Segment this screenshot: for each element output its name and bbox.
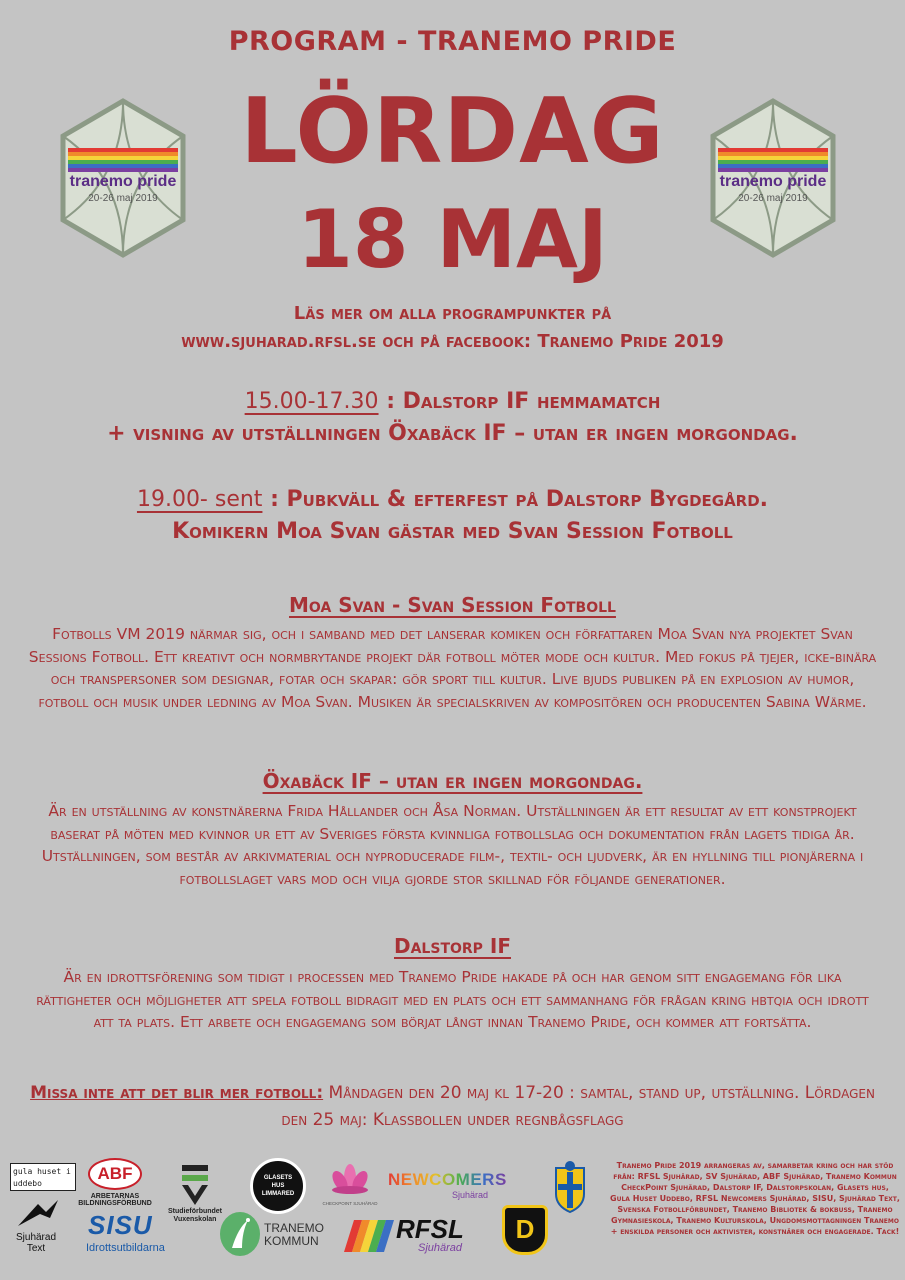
- section-text: Är en utställning av konstnärerna Frida Hållander och Åsa Norman. Utställningen är ett resultat av ett konstprojekt baserat på möten med kvinnor ur ett av Sveriges första kvinnliga fotbollslag och dokumentation från lagets tidiga år. Utställningen, som består av arkivmaterial och nyproducerade film-, textil- och ljudverk, är en hyllning till pionjärerna i fotbollslaget vars mod och vilja gjorde stor skillnad för följande generationer.: [41, 802, 864, 888]
- event-item: [0, 484, 905, 548]
- sisu-logo: SISU: [88, 1210, 153, 1240]
- glasets-hus-logo: [250, 1158, 306, 1214]
- tranemo-pride-logo-right: [708, 98, 838, 258]
- studieforbundet-logo-text: Studieförbundet Vuxenskolan: [167, 1208, 223, 1223]
- read-more-line1: Läs mer om alla programpunkter på: [293, 303, 612, 324]
- day-title: LÖRDAG: [240, 79, 665, 184]
- rfsl-logo-subtitle: Sjuhärad: [418, 1242, 463, 1254]
- credits-text: Tranemo Pride 2019 arrangeras av, samarbetar kring och har stöd från: RFSL Sjuhärad, SV Sjuhärad, ABF Sjuhärad, Tranemo Kommun CheckPoint Sjuhärad, Dalstorp IF, Dalstorpskolan, Glasets hus, Gula Huset Uddebo, RFSL Newcomers Sjuhärad, SISU, Sjuhärad Text, Svenska Fotbollförbundet, Tranemo Bibliotek & bokbuss, Tranemo Gymnasieskola, Tranemo Kulturskola, Ungdomsmottagningen Tranemo + enskilda personer och aktivister, konstnärer och engagerade. Tack!: [610, 1161, 900, 1236]
- section-title: Moa Svan - Svan Session Fotboll: [289, 593, 616, 617]
- section-title: Dalstorp IF: [394, 934, 511, 958]
- event-time: 15.00-17.30: [244, 389, 379, 414]
- sisu-logo-subtitle: Idrottsutbildarna: [86, 1242, 165, 1254]
- badge-name: tranemo pride: [719, 173, 827, 190]
- sjuharad-text-logo: Sjuhärad Text: [15, 1232, 57, 1254]
- abf-logo-text: ABF: [97, 1164, 133, 1183]
- dalstorp-if-crest-letter: D: [515, 1214, 535, 1244]
- tranemo-kommun-logo: [264, 1222, 324, 1248]
- abf-logo-subtitle: ARBETARNAS BILDNINGSFÖRBUND: [78, 1193, 152, 1207]
- date-title: 18 MAJ: [297, 193, 608, 286]
- newcomers-logo-subtitle: Sjuhärad: [452, 1190, 489, 1200]
- section-text: Fotbolls VM 2019 närmar sig, och i samband med det lanserar komiken och författaren Moa Svan nya projektet Svan Sessions Fotboll. Ett kreativt och normbrytande projekt där fotboll möter mode och kultur. Med fokus på tjejer, icke-binära och transpersoner som designar, fotar och skapar: gör sport till kultur. Live bjuds publiken på en explosion av humor, fotboll och musik under ledning av Moa Svan. Musiken är specialskriven av kompositören och producenten Sabina Wärme.: [28, 625, 877, 711]
- gula-huset-logo: gula huset i uddebo: [10, 1163, 76, 1191]
- more-football-lead: Missa inte att det blir mer fotboll:: [30, 1083, 324, 1103]
- checkpoint-lotus-logo: [328, 1162, 372, 1200]
- event-title: : Pubkväll & efterfest på Dalstorp Bygdegård.: [262, 487, 769, 512]
- rfsl-logo: RFSL: [396, 1214, 464, 1244]
- section-title: Öxabäck IF – utan er ingen morgondag.: [262, 769, 643, 793]
- section-text: Är en idrottsförening som tidigt i processen med Tranemo Pride hakade på och har genom sitt engagemang för lika rättigheter och möjligheter att spela fotboll bidragit med en plats och ett sammanhang för frågan kring hbtqia och idrott att ta plats. Ett arbete och engagemang som börjat långt innan Tranemo Pride, och kommer att fortsätta.: [36, 968, 869, 1031]
- tranemo-kommun-crane-icon: [218, 1210, 262, 1258]
- event-title: : Dalstorp IF hemmamatch: [378, 389, 661, 414]
- dalstorp-if-crest: [502, 1205, 548, 1255]
- newcomers-logo: NEWCOMERS: [388, 1170, 507, 1189]
- badge-dates: 20-26 maj 2019: [88, 193, 158, 204]
- event-subtitle: + visning av utställningen Öxabäck IF – utan er ingen morgondag.: [107, 421, 798, 446]
- glasets-hus-logo-text: GLASETS HUS LIMMARED: [261, 1175, 295, 1197]
- badge-dates: 20-26 maj 2019: [738, 193, 808, 204]
- tranemo-kommun-line2: KOMMUN: [264, 1234, 319, 1248]
- more-football-text: Måndagen den 20 maj kl 17-20 : samtal, stand up, utställning. Lördagen den 25 maj: Klassbollen under regnbågsflagg: [281, 1083, 875, 1130]
- read-more-notice: [0, 300, 905, 356]
- svff-crest-logo: [553, 1160, 587, 1214]
- event-time: 19.00- sent: [136, 487, 263, 512]
- checkpoint-logo-text: CHECKPOINT SJUHÄRAD: [322, 1201, 378, 1206]
- abf-logo: [88, 1158, 142, 1190]
- event-subtitle: Komikern Moa Svan gästar med Svan Session Fotboll: [172, 519, 733, 544]
- badge-name: tranemo pride: [69, 173, 177, 190]
- sjuharad-text-bird-icon: [16, 1198, 60, 1230]
- more-football-notice: [20, 1080, 885, 1134]
- rfsl-rainbow-icon: [344, 1220, 394, 1252]
- tranemo-kommun-line1: TRANEMO: [264, 1221, 324, 1235]
- event-item: [0, 386, 905, 450]
- read-more-line2: www.sjuharad.rfsl.se och på facebook: Tranemo Pride 2019: [181, 331, 724, 352]
- tranemo-pride-logo-left: [58, 98, 188, 258]
- studieforbundet-logo-icon: [180, 1163, 210, 1207]
- program-heading: PROGRAM - TRANEMO PRIDE: [228, 26, 677, 57]
